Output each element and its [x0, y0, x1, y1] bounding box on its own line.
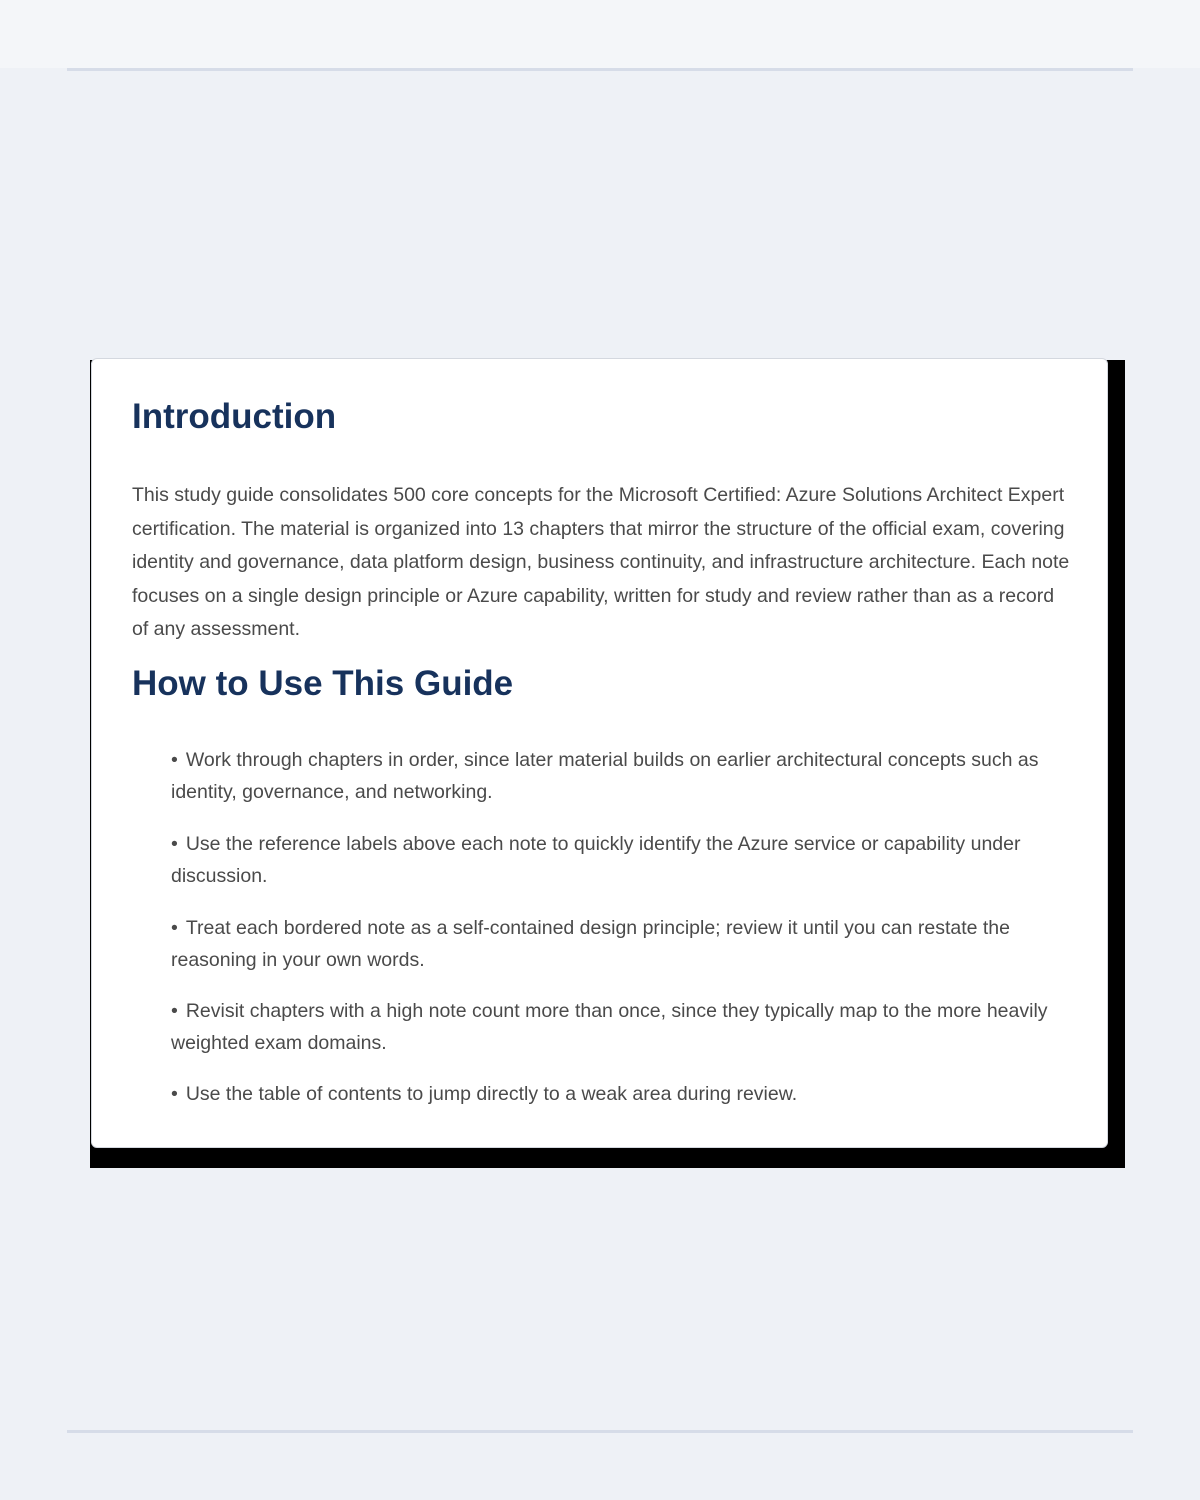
bullet-icon: • [171, 1083, 178, 1105]
header-band [0, 0, 1200, 68]
bullet-icon: • [171, 1000, 178, 1022]
list-item-text: Use the reference labels above each note to quickly identify the Azure service or capability under discussion. [171, 833, 1021, 887]
list-item [171, 828, 1071, 892]
introduction-heading: Introduction [132, 397, 337, 436]
how-to-use-heading: How to Use This Guide [132, 664, 514, 703]
list-item [171, 744, 1071, 808]
bullet-icon: • [171, 749, 178, 771]
list-item-text: Revisit chapters with a high note count more than once, since they typically map to the more heavily weighted exam domains. [171, 1000, 1048, 1054]
bullet-icon: • [171, 917, 178, 939]
list-item-text: Use the table of contents to jump directly to a weak area during review. [185, 1083, 798, 1105]
list-item [171, 912, 1071, 976]
list-item-text: Work through chapters in order, since later material builds on earlier architectural concepts such as identity, governance, and networking. [171, 749, 1039, 803]
list-item [171, 1078, 1071, 1110]
list-item-text: Treat each bordered note as a self-contained design principle; review it until you can restate the reasoning in your own words. [171, 917, 1010, 971]
header-divider [67, 68, 1133, 71]
footer-divider [67, 1430, 1133, 1433]
list-item [171, 995, 1071, 1059]
introduction-paragraph: This study guide consolidates 500 core concepts for the Microsoft Certified: Azure Solutions Architect Expert certification. The material is organized into 13 chapters that mirror the structure of the official exam, covering identity and governance, data platform design, business continuity, and infrastructure architecture. Each note focuses on a single design principle or Azure capability, written for study and review rather than as a record of any assessment. [132, 484, 1070, 640]
bullet-icon: • [171, 833, 178, 855]
content-card [91, 358, 1108, 1148]
